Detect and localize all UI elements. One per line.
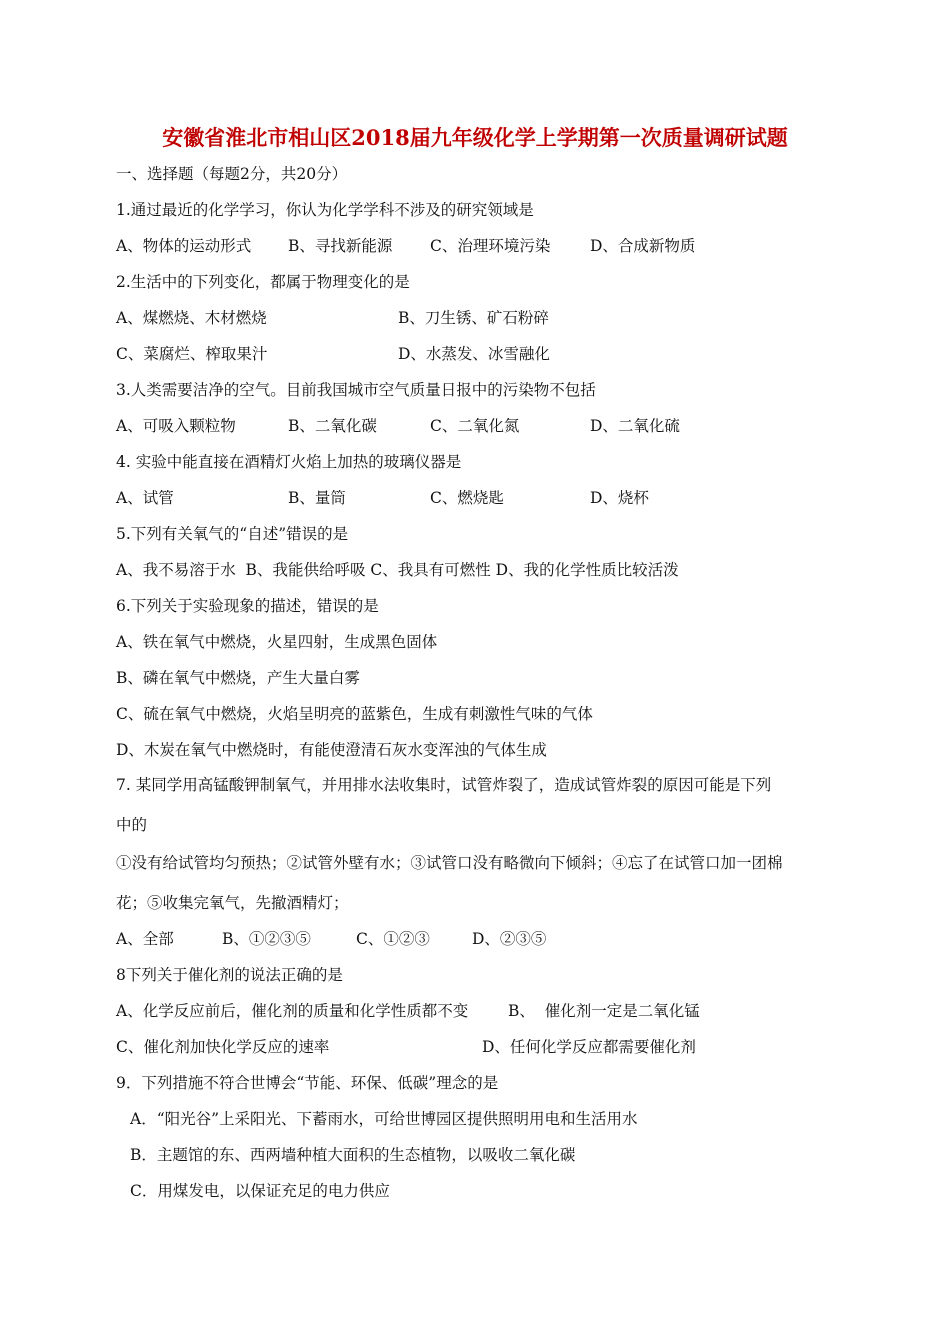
question-7-options: [116, 929, 836, 949]
q4-option-a: A、试管: [116, 489, 174, 507]
q2-option-d: D、水蒸发、冰雪融化: [398, 345, 550, 363]
q8-option-c: C、催化剂加快化学反应的速率: [116, 1038, 330, 1056]
question-5-stem: 5.下列有关氧气的“自述”错误的是: [116, 525, 349, 543]
q6-option-c: C、硫在氧气中燃烧，火焰呈明亮的蓝紫色，生成有刺激性气味的气体: [116, 705, 593, 723]
q9-option-a: A．“阳光谷”上采阳光、下蓄雨水，可给世博园区提供照明用电和生活用水: [130, 1110, 638, 1128]
question-4-stem: 4. 实验中能直接在酒精灯火焰上加热的玻璃仪器是: [116, 453, 462, 471]
question-4-options: [116, 488, 836, 508]
q6-option-a: A、铁在氧气中燃烧，火星四射，生成黑色固体: [116, 633, 438, 651]
q3-option-c: C、二氧化氮: [430, 417, 520, 435]
question-8-options-row2: [116, 1037, 836, 1057]
q3-option-a: A、可吸入颗粒物: [116, 417, 236, 435]
q9-option-b: B．主题馆的东、西两墙种植大面积的生态植物，以吸收二氧化碳: [130, 1146, 576, 1164]
q7-option-b: B、①②③⑤: [222, 930, 311, 948]
document-title: 安徽省淮北市相山区2018届九年级化学上学期第一次质量调研试题: [162, 125, 788, 150]
q7-option-d: D、②③⑤: [472, 930, 547, 948]
question-9-stem: 9．下列措施不符合世博会“节能、环保、低碳”理念的是: [116, 1074, 499, 1092]
question-8-stem: 8下列关于催化剂的说法正确的是: [116, 966, 343, 984]
question-3-stem: 3.人类需要洁净的空气。目前我国城市空气质量日报中的污染物不包括: [116, 381, 596, 399]
q8-option-d: D、任何化学反应都需要催化剂: [482, 1038, 696, 1056]
q1-option-c: C、治理环境污染: [430, 237, 551, 255]
question-1-stem: 1.通过最近的化学学习，你认为化学学科不涉及的研究领域是: [116, 201, 534, 219]
q3-option-d: D、二氧化硫: [590, 417, 680, 435]
q7-option-a: A、全部: [116, 930, 174, 948]
question-2-options-row2: [116, 344, 836, 364]
question-7-stem-line3: ①没有给试管均匀预热；②试管外壁有水；③试管口没有略微向下倾斜；④忘了在试管口加一团棉: [116, 854, 783, 872]
q1-option-d: D、合成新物质: [590, 237, 696, 255]
q7-option-c: C、①②③: [356, 930, 430, 948]
section-heading: 一、选择题（每题2分，共20分）: [116, 165, 348, 183]
q4-option-d: D、烧杯: [590, 489, 649, 507]
q1-option-a: A、物体的运动形式: [116, 237, 252, 255]
question-7-stem-line2: 中的: [116, 816, 148, 834]
q6-option-b: B、磷在氧气中燃烧，产生大量白雾: [116, 669, 360, 687]
question-2-options-row1: [116, 308, 836, 328]
question-5-options: A、我不易溶于水 B、我能供给呼吸 C、我具有可燃性 D、我的化学性质比较活泼: [116, 561, 679, 579]
q1-option-b: B、寻找新能源: [288, 237, 393, 255]
question-1-options: [116, 236, 836, 256]
q9-option-c: C．用煤发电，以保证充足的电力供应: [130, 1182, 390, 1200]
q2-option-a: A、煤燃烧、木材燃烧: [116, 309, 267, 327]
q8-option-a: A、化学反应前后，催化剂的质量和化学性质都不变: [116, 1002, 469, 1020]
q3-option-b: B、二氧化碳: [288, 417, 377, 435]
question-7-stem-line1: 7. 某同学用高锰酸钾制氧气，并用排水法收集时，试管炸裂了，造成试管炸裂的原因可能是下列: [116, 776, 772, 794]
question-2-stem: 2.生活中的下列变化，都属于物理变化的是: [116, 273, 410, 291]
question-6-stem: 6.下列关于实验现象的描述，错误的是: [116, 597, 379, 615]
question-8-options-row1: [116, 1001, 836, 1021]
q8-option-b: B、 催化剂一定是二氧化锰: [508, 1002, 700, 1020]
q4-option-b: B、量筒: [288, 489, 346, 507]
q2-option-b: B、刀生锈、矿石粉碎: [398, 309, 549, 327]
q4-option-c: C、燃烧匙: [430, 489, 504, 507]
question-7-stem-line4: 花；⑤收集完氧气，先撤酒精灯；: [116, 894, 349, 912]
question-3-options: [116, 416, 836, 436]
q6-option-d: D、木炭在氧气中燃烧时，有能使澄清石灰水变浑浊的气体生成: [116, 741, 547, 759]
q2-option-c: C、菜腐烂、榨取果汁: [116, 345, 268, 363]
